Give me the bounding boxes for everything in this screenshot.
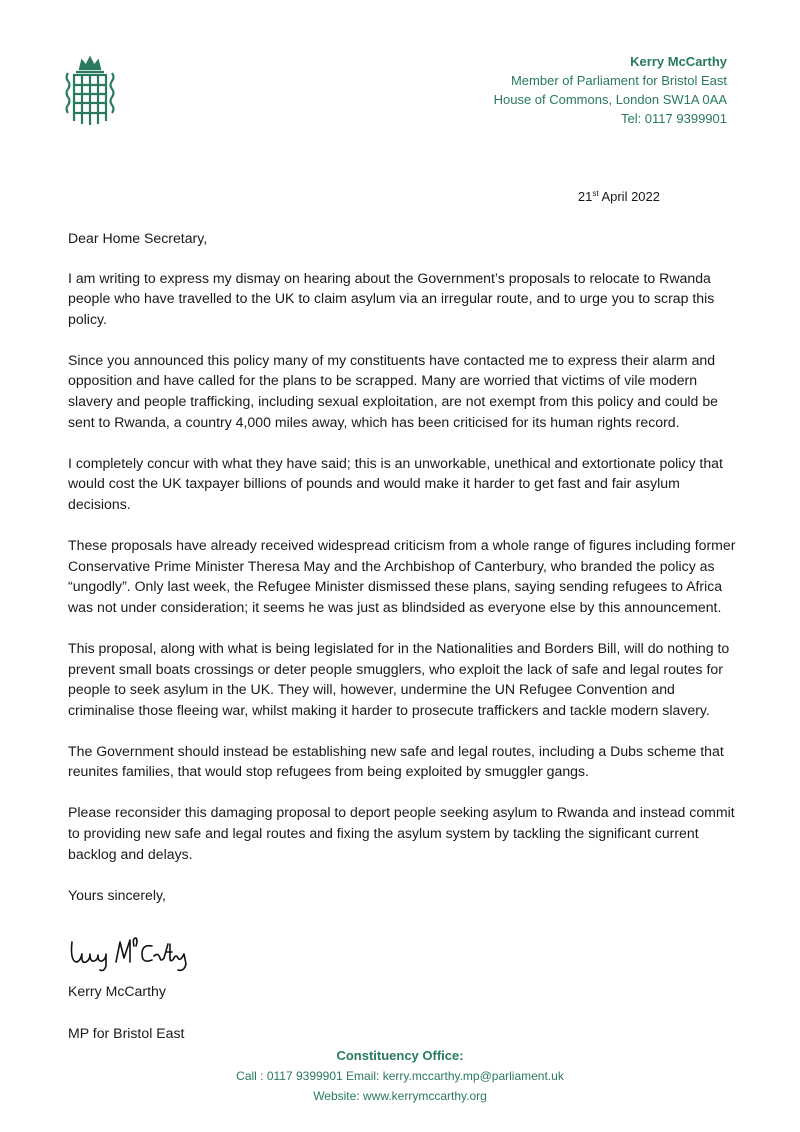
mp-name: Kerry McCarthy	[630, 54, 727, 69]
letter-date	[578, 189, 660, 204]
salutation: Dear Home Secretary,	[68, 230, 208, 246]
letter-body	[68, 228, 738, 1064]
paragraph: This proposal, along with what is being legislated for in the Nationalities and Borders Bill, will do nothing to prevent small boats crossings or deter people smugglers, who exploit the lack of safe and legal routes for people to seek asylum in the UK. They will, however, undermine the UN Refugee Convention and criminalise those fleeing war, whilst making it harder to prosecute traffickers and tackle modern slavery.	[68, 639, 730, 718]
paragraph: The Government should instead be establishing new safe and legal routes, including a Dubs scheme that reunites families, that would stop refugees from being exploited by smuggler gangs.	[68, 742, 724, 780]
footer	[0, 1046, 800, 1106]
footer-website: Website: www.kerrymccarthy.org	[313, 1089, 487, 1103]
date-suffix: st	[592, 189, 599, 198]
portcullis-icon	[62, 55, 118, 127]
paragraph: Please reconsider this damaging proposal to deport people seeking asylum to Rwanda and instead commit to providing new safe and legal routes and fixing the asylum system by tackling the significant current backlog and delays.	[68, 804, 735, 862]
mp-role: Member of Parliament for Bristol East	[510, 73, 727, 88]
date-day: 21	[577, 189, 593, 204]
letterhead	[494, 52, 727, 128]
footer-title: Constituency Office:	[336, 1048, 464, 1063]
mp-telephone: Tel: 0117 9399901	[620, 111, 727, 126]
date-rest: April 2022	[598, 189, 660, 204]
paragraph: I completely concur with what they have said; this is an unworkable, unethical and extortionate policy that would cost the UK taxpayer billions of pounds and would make it harder to get fast and fair asylum decisions.	[68, 454, 723, 512]
signatory-name: Kerry McCarthy	[68, 983, 166, 1000]
paragraph: I am writing to express my dismay on hearing about the Government’s proposals to relocate to Rwanda people who have travelled to the UK to claim asylum via an irregular route, and to urge you to scrap this policy.	[68, 269, 715, 327]
paragraph: Since you announced this policy many of my constituents have contacted me to express their alarm and opposition and have called for the plans to be scrapped. Many are worried that victims of vile modern slavery and people trafficking, including sexual exploitation, are not exempt from this policy and could be sent to Rwanda, a country 4,000 miles away, which has been criticised for its human rights record.	[68, 351, 718, 430]
paragraph: These proposals have already received widespread criticism from a whole range of figures including former Conservative Prime Minister Theresa May and the Archbishop of Canterbury, who branded the policy as “ungodly”. Only last week, the Refugee Minister dismissed these plans, saying sending refugees to Africa was not under consideration; it seems he was just as blindsided as everyone else by this announcement.	[68, 537, 736, 615]
footer-contact: Call : 0117 9399901 Email: kerry.mccarthy.mp@parliament.uk	[236, 1069, 564, 1083]
handwritten-signature	[68, 932, 198, 976]
signoff: Yours sincerely,	[68, 886, 166, 903]
signatory-role: MP for Bristol East	[68, 1024, 185, 1041]
mp-address: House of Commons, London SW1A 0AA	[493, 92, 727, 107]
